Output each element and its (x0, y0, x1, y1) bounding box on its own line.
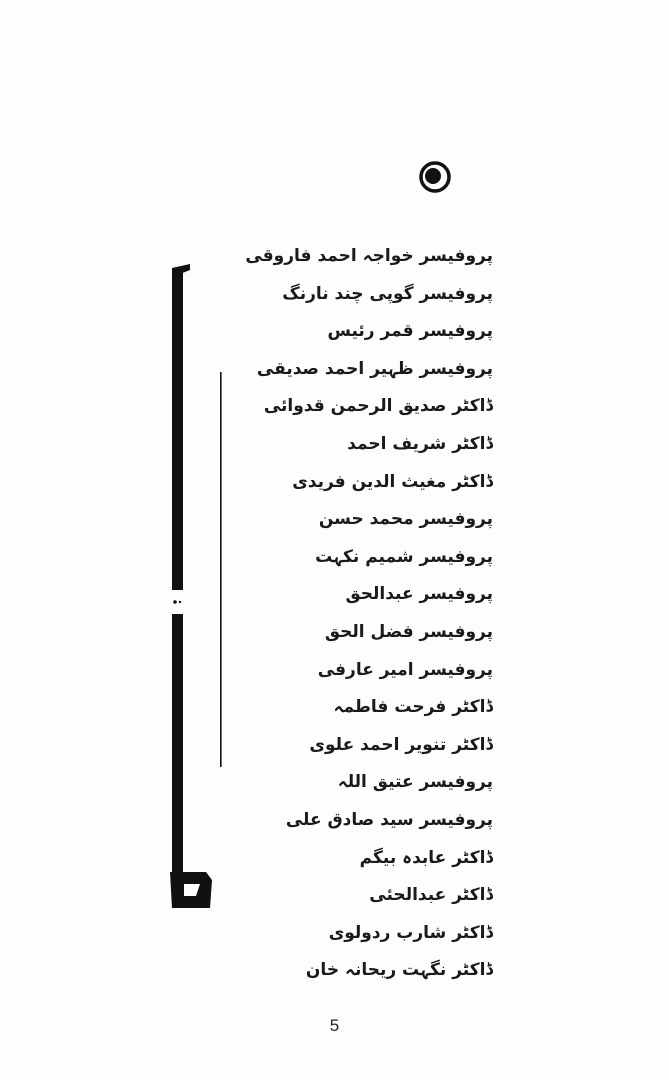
list-item: پروفیسر محمد حسن (318, 509, 493, 530)
list-item: پروفیسر ظہیر احمد صدیقی (256, 358, 493, 379)
list-item: پروفیسر عبدالحق (345, 584, 493, 605)
calligraphic-title-image (160, 262, 240, 930)
list-item: پروفیسر فضل الحق (324, 621, 493, 642)
list-item: پروفیسر عتیق اللہ (337, 772, 493, 793)
list-item: ڈاکٹر صدیق الرحمن قدوائی (263, 396, 493, 417)
names-list (233, 238, 493, 990)
list-item: ڈاکٹر عبدالحئی (369, 885, 493, 906)
page-number: 5 (329, 1016, 340, 1035)
list-item: ڈاکٹر فرحت فاطمہ (333, 697, 493, 718)
list-item: پروفیسر سید صادق علی (285, 809, 493, 830)
circle-ornament-icon (418, 160, 452, 194)
list-item: ڈاکٹر تنویر احمد علوی (309, 734, 493, 755)
list-item: پروفیسر قمر رئیس (327, 321, 493, 342)
list-item: پروفیسر گوپی چند نارنگ (282, 283, 493, 304)
list-item: ڈاکٹر مغیث الدین فریدی (292, 471, 493, 492)
list-item: ڈاکٹر عابدہ بیگم (359, 847, 493, 868)
list-item: ڈاکٹر شریف احمد (347, 433, 493, 454)
list-item: ڈاکٹر شارب ردولوی (328, 922, 493, 943)
list-item: ڈاکٹر نگہت ریحانہ خان (305, 960, 493, 981)
list-item: پروفیسر شمیم نکہت (315, 546, 493, 567)
list-item: پروفیسر خواجہ احمد فاروقی (245, 246, 493, 266)
list-item: پروفیسر امیر عارفی (317, 659, 493, 680)
